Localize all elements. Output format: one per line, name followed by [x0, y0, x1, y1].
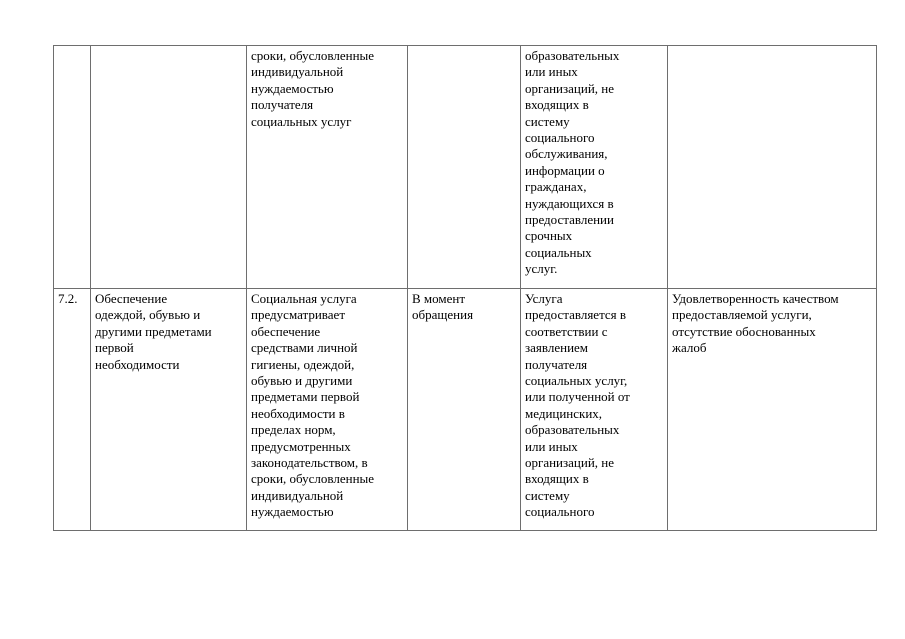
cell-description	[247, 289, 408, 531]
cell-conditions-text: Услуга предоставляется в соответствии с заявлением получателя социальных услуг, или полученной от медицинских, образовательных или иных организаций, не входящих в систему социального	[525, 291, 630, 520]
cell-service	[91, 46, 247, 289]
table-row	[54, 46, 877, 289]
cell-quality	[668, 46, 877, 289]
cell-conditions	[521, 46, 668, 289]
cell-timing	[408, 289, 521, 531]
services-table	[53, 45, 877, 531]
cell-quality	[668, 289, 877, 531]
cell-description-text: Социальная услуга предусматривает обеспечение средствами личной гигиены, одеждой, обувью и другими предметами первой необходимости в пределах норм, предусмотренных законодательством, в сроки, обусловленные индивидуальной нуждаемостью	[251, 291, 375, 520]
cell-description-text: сроки, обусловленные индивидуальной нуждаемостью получателя социальных услуг	[251, 48, 375, 129]
cell-conditions-text: образовательных или иных организаций, не входящих в систему социального обслуживания, информации о гражданах, нуждающихся в предоставлении срочных социальных услуг.	[525, 48, 620, 277]
cell-timing-text: В момент обращения	[412, 291, 474, 323]
cell-number-text: 7.2.	[58, 291, 78, 306]
cell-number	[54, 289, 91, 531]
table-row	[54, 289, 877, 531]
cell-service-text: Обеспечение одеждой, обувью и другими предметами первой необходимости	[95, 291, 212, 372]
cell-description	[247, 46, 408, 289]
cell-number	[54, 46, 91, 289]
cell-conditions	[521, 289, 668, 531]
cell-quality-text: Удовлетворенность качеством предоставляемой услуги, отсутствие обоснованных жалоб	[672, 291, 839, 356]
cell-timing	[408, 46, 521, 289]
cell-service	[91, 289, 247, 531]
